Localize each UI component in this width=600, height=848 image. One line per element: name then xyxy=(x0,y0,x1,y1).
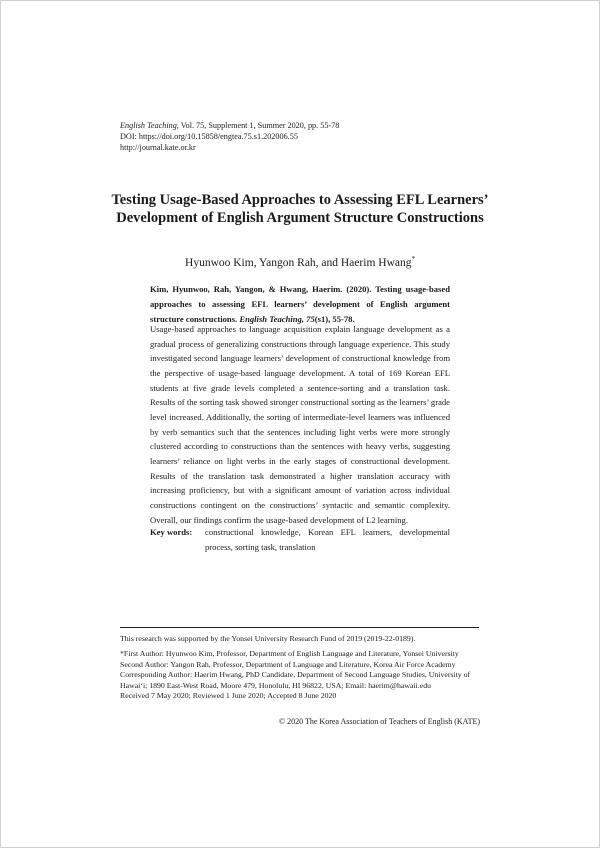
doi-line[interactable]: DOI: https://doi.org/10.15858/engtea.75.s1.202006.55 xyxy=(120,132,298,141)
first-author-note: *First Author: Hyunwoo Kim, Professor, Department of English Language and Literature, Yonsei University xyxy=(120,649,459,658)
keywords-text: constructional knowledge, Korean EFL learners, developmental process, sorting task, translation xyxy=(205,527,450,552)
author-names: Hyunwoo Kim, Yangon Rah, and Haerim Hwang xyxy=(185,256,412,269)
title-line-2: Development of English Argument Structure Constructions xyxy=(116,210,484,226)
funding-note: This research was supported by the Yonsei University Research Fund of 2019 (2019-22-0189). xyxy=(120,634,416,643)
journal-url[interactable]: http://journal.kate.or.kr xyxy=(120,143,196,152)
volume-info: , Vol. 75, Supplement 1, Summer 2020, pp. 55-78 xyxy=(176,121,340,130)
abstract: Usage-based approaches to language acquisition explain language development as a gradual process of generalizing constructions through language experience. This study investigated second language learners’ development of constructional knowledge from the perspective of usage-based language development. A total of 169 Korean EFL students at five grade levels completed a sentence-sorting and a translation task. Results of the sorting task showed stronger constructional sorting as the learners’ grade level increased. Additionally, the sorting of intermediate-level learners was influenced by verb semantics such that the sentences including light verbs were more strongly clustered according to constructions than the sentences with heavy verbs, suggesting learners’ reliance on light verbs in the early stages of constructional development. Results of the translation task demonstrated a higher translation accuracy with increasing proficiency, but with a significant amount of variation across individual constructions contingent on the constructions’ syntactic and semantic complexity. Overall, our findings confirm the usage-based development of L2 learning. xyxy=(150,324,450,525)
title-line-1: Testing Usage-Based Approaches to Assessing EFL Learners’ xyxy=(111,192,489,208)
citation-text: Kim, Hyunwoo, Rah, Yangon, & Hwang, Haerim. (2020). Testing usage-based approaches to assessing EFL learners’ development of English argument structure constructions. xyxy=(150,284,450,324)
journal-name: English Teaching xyxy=(120,121,177,130)
received-dates: Received 7 May 2020; Reviewed 1 June 2020; Accepted 8 June 2020 xyxy=(120,691,337,700)
author-footnote-marker: * xyxy=(411,255,415,263)
citation-journal: English Teaching, 75 xyxy=(239,314,315,324)
citation-issue-pages: (s1), 55-78. xyxy=(314,314,355,324)
paper-title xyxy=(100,191,500,227)
journal-header xyxy=(120,120,339,153)
corresponding-author-note: Corresponding Author: Haerim Hwang, PhD Candidate, Department of Second Language Studies, University of Hawai‘i; 1890 East-West Road, Moore 479, Honolulu, HI 96822, USA; Email: haerim@hawaii.edu xyxy=(120,670,471,690)
author-notes xyxy=(120,649,480,691)
second-author-note: Second Author: Yangon Rah, Professor, Department of Language and Literature, Korea Air Force Academy xyxy=(120,659,456,669)
keywords-label: Key words: xyxy=(150,527,193,537)
journal-citation-line xyxy=(120,120,339,131)
copyright-notice: © 2020 The Korea Association of Teachers of English (KATE) xyxy=(279,717,480,726)
citation xyxy=(150,282,450,327)
keywords xyxy=(150,525,450,554)
footnote-divider xyxy=(120,627,479,628)
author-list xyxy=(100,255,500,269)
